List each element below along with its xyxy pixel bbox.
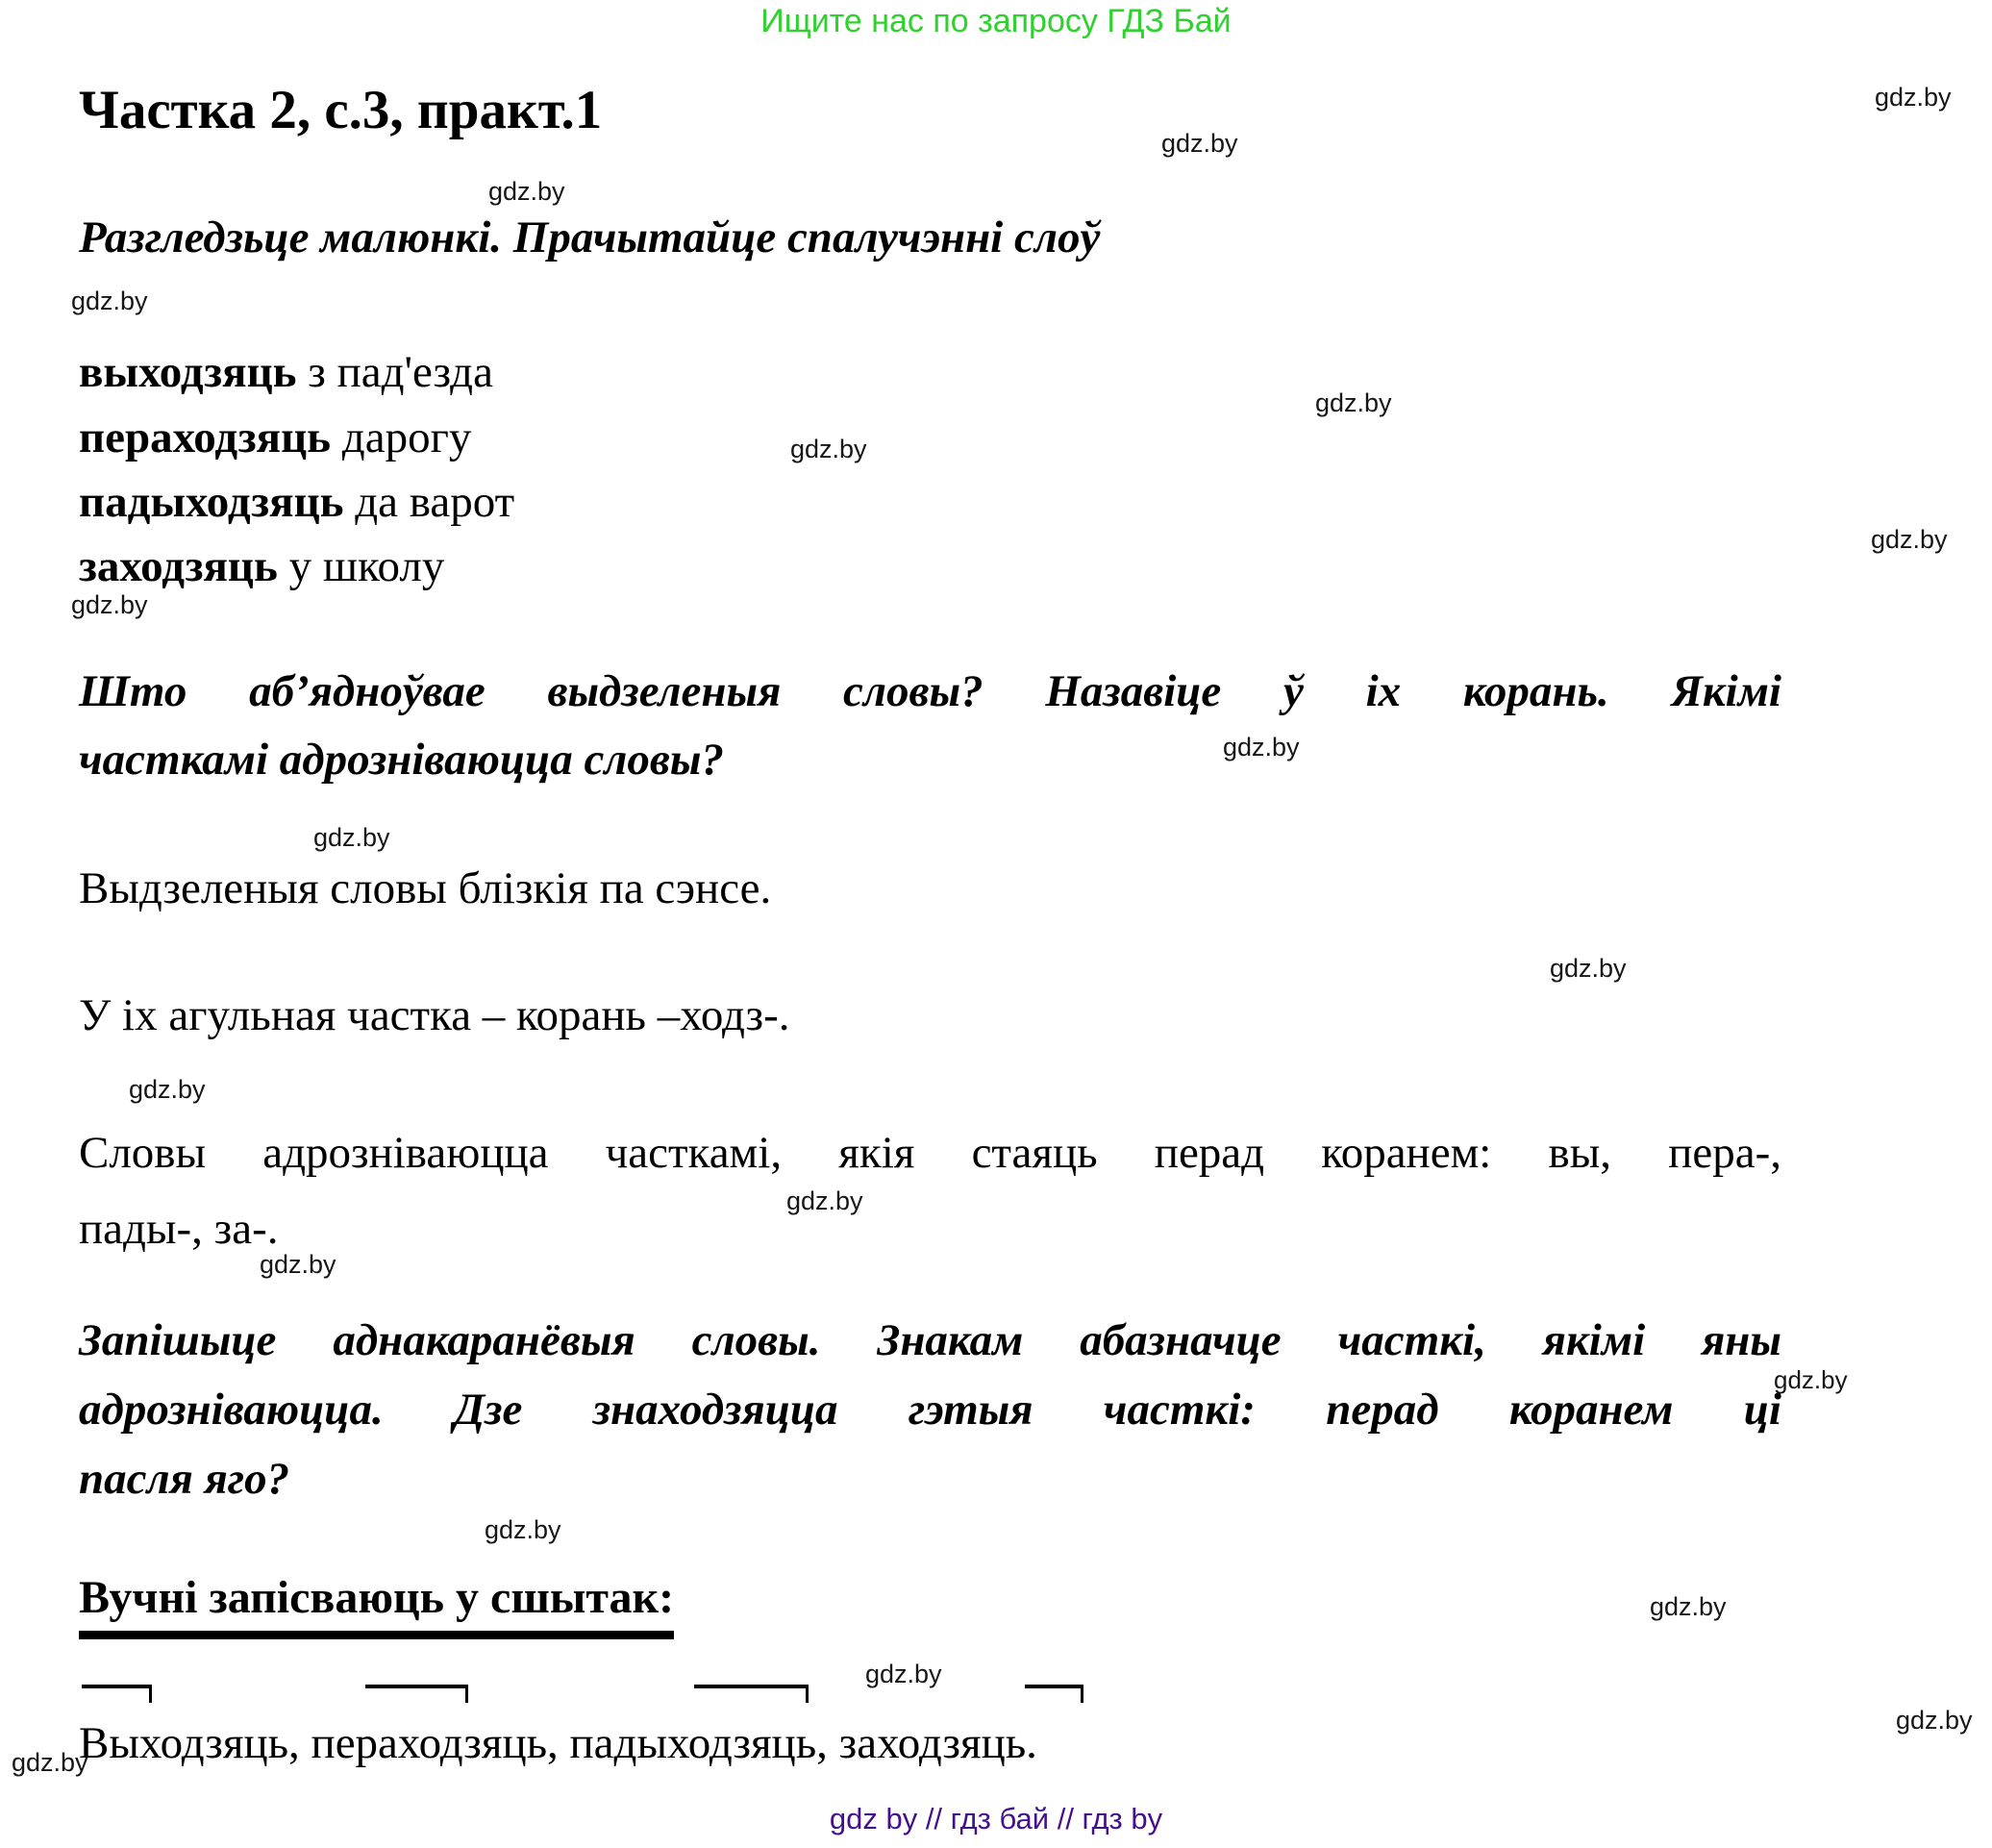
question-1-line-1: Што аб’ядноўвае выдзеленыя словы? Назавіце ў іх корань. Якімі: [79, 666, 1781, 716]
answer-2: У іх агульная частка – корань –ходз-.: [79, 990, 790, 1040]
word-list-item: [79, 346, 493, 398]
question-2-line-2: адрозніваюцца. Дзе знаходзяцца гэтыя часткі: перад коранем ці: [79, 1385, 1781, 1435]
gdz-watermark: gdz.by: [313, 823, 390, 852]
question-2-line-3: пасля яго?: [79, 1454, 290, 1504]
gdz-watermark: gdz.by: [129, 1075, 206, 1104]
prefix-mark: [694, 1685, 809, 1703]
gdz-watermark: gdz.by: [1875, 83, 1952, 112]
gdz-watermark: gdz.by: [1223, 733, 1300, 762]
word-complement: з пад'езда: [296, 347, 493, 397]
instruction-heading-1: Разгледзьце малюнкі. Прачытайце спалучэнні слоў: [79, 212, 1101, 262]
question-2-line-1: Запішыце аднакаранёвыя словы. Знакам абазначце часткі, якімі яны: [79, 1315, 1781, 1365]
word-complement: у школу: [277, 541, 445, 591]
gdz-watermark: gdz.by: [1161, 129, 1238, 158]
answer-3-line-2: пады-, за-.: [79, 1204, 279, 1254]
gdz-watermark: gdz.by: [71, 287, 148, 315]
prefix-mark: [82, 1685, 152, 1703]
gdz-watermark: gdz.by: [260, 1250, 336, 1279]
site-footer: gdz by // гдз бай // гдз by: [829, 1802, 1163, 1836]
answer-1: Выдзеленыя словы блізкія па сэнсе.: [79, 863, 772, 913]
answer-3: [79, 1115, 1781, 1267]
gdz-watermark: gdz.by: [485, 1515, 561, 1544]
prefix-mark: [1025, 1685, 1083, 1703]
notebook-subheading: Вучні запісваюць у сшытак:: [79, 1571, 674, 1639]
highlighted-word: выходзяць: [79, 347, 297, 397]
gdz-watermark: gdz.by: [1871, 525, 1948, 554]
word-list-item: [79, 412, 471, 463]
gdz-watermark: gdz.by: [1550, 954, 1627, 983]
word-complement: да варот: [343, 477, 515, 527]
answer-3-line-1: Словы адрозніваюцца часткамі, якія стаяць перад коранем: вы, пера-,: [79, 1128, 1781, 1178]
promo-banner: Ищите нас по запросу ГДЗ Бай: [760, 3, 1232, 39]
gdz-watermark: gdz.by: [1650, 1592, 1727, 1621]
prefix-mark: [365, 1685, 468, 1703]
gdz-watermark: gdz.by: [1774, 1365, 1848, 1394]
gdz-watermark: gdz.by: [1896, 1706, 1973, 1735]
gdz-watermark: gdz.by: [786, 1186, 863, 1215]
gdz-watermark: gdz.by: [12, 1748, 88, 1777]
question-1-line-2: часткамі адрозніваюцца словы?: [79, 735, 725, 785]
question-2: [79, 1306, 1781, 1513]
gdz-watermark: gdz.by: [71, 590, 148, 619]
page-title: Частка 2, с.3, практ.1: [79, 80, 603, 140]
highlighted-word: пераходзяць: [79, 412, 332, 462]
gdz-watermark: gdz.by: [790, 435, 867, 463]
highlighted-word: заходзяць: [79, 541, 278, 591]
gdz-watermark: gdz.by: [488, 177, 565, 206]
word-list-item: [79, 476, 514, 528]
word-complement: дарогу: [331, 412, 472, 462]
highlighted-word: падыходзяць: [79, 477, 344, 527]
final-answer: Выходзяць, пераходзяць, падыходзяць, заходзяць.: [79, 1718, 1037, 1768]
gdz-watermark: gdz.by: [865, 1660, 942, 1688]
word-list-item: [79, 540, 444, 592]
gdz-watermark: gdz.by: [1315, 388, 1392, 417]
question-1: [79, 658, 1781, 794]
